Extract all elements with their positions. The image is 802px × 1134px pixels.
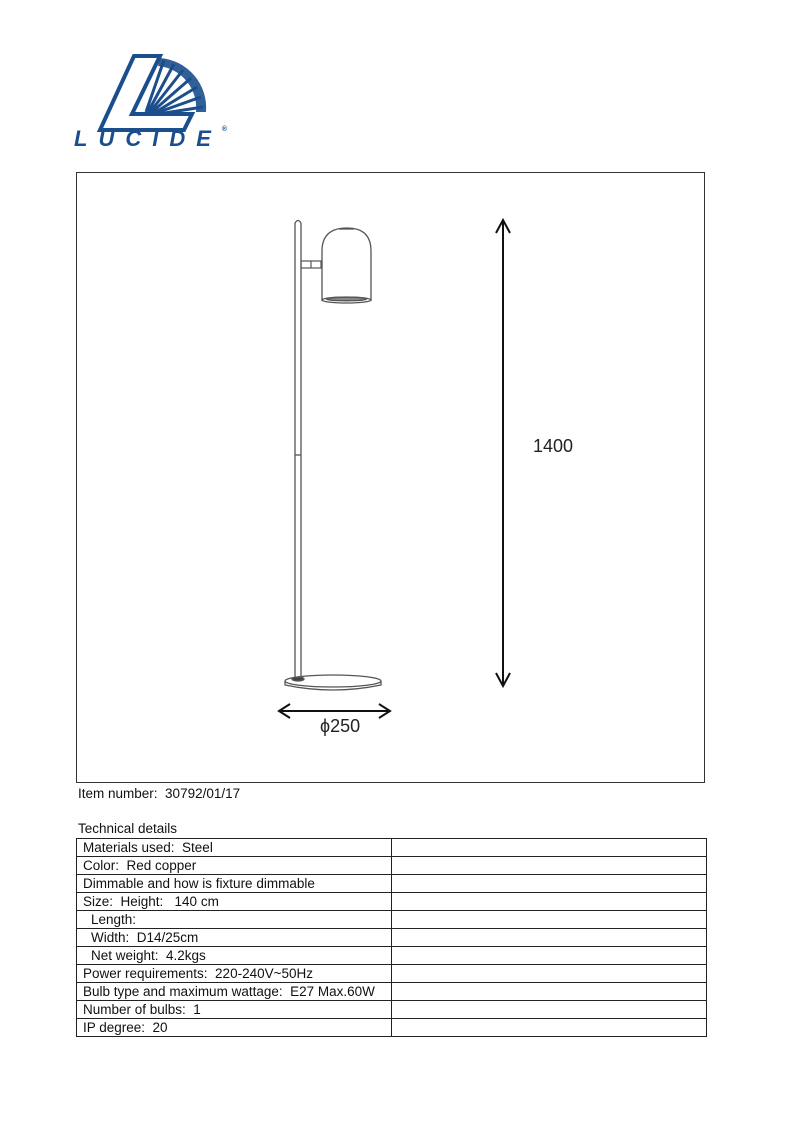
lamp-base (285, 675, 381, 690)
lamp-pole (295, 221, 301, 682)
spec-value (392, 857, 707, 875)
spec-label: Length: (77, 911, 392, 929)
table-row (77, 929, 707, 947)
spec-label: IP degree: 20 (77, 1019, 392, 1037)
spec-value (392, 947, 707, 965)
table-row (77, 875, 707, 893)
spec-value (392, 965, 707, 983)
spec-value (392, 839, 707, 857)
spec-label: Dimmable and how is fixture dimmable (77, 875, 392, 893)
spec-value (392, 929, 707, 947)
table-row (77, 893, 707, 911)
item-number (78, 786, 240, 801)
lamp-shade (322, 228, 371, 303)
spec-value (392, 911, 707, 929)
spec-value (392, 875, 707, 893)
table-row (77, 1019, 707, 1037)
spec-label: Number of bulbs: 1 (77, 1001, 392, 1019)
item-number-label: Item number: (78, 786, 158, 801)
technical-details-title: Technical details (78, 821, 178, 836)
table-row (77, 947, 707, 965)
table-row (77, 839, 707, 857)
table-row (77, 983, 707, 1001)
spec-label: Width: D14/25cm (77, 929, 392, 947)
technical-details-table (76, 838, 707, 1037)
spec-label: Power requirements: 220-240V~50Hz (77, 965, 392, 983)
spec-label: Materials used: Steel (77, 839, 392, 857)
diameter-dimension-label: ϕ250 (320, 716, 361, 736)
spec-value (392, 893, 707, 911)
spec-label: Color: Red copper (77, 857, 392, 875)
registered-mark: ® (221, 126, 228, 133)
brand-name: LUCIDE (74, 126, 222, 151)
spec-value (392, 1019, 707, 1037)
technical-drawing-frame (76, 172, 705, 783)
spec-value (392, 1001, 707, 1019)
table-row (77, 965, 707, 983)
table-row (77, 911, 707, 929)
table-row (77, 857, 707, 875)
floor-lamp-drawing (77, 173, 706, 784)
item-number-value: 30792/01/17 (165, 786, 241, 801)
table-row (77, 1001, 707, 1019)
lamp-arm (301, 261, 321, 268)
spec-label: Bulb type and maximum wattage: E27 Max.60W (77, 983, 392, 1001)
spec-value (392, 983, 707, 1001)
spec-label: Net weight: 4.2kgs (77, 947, 392, 965)
height-dimension-label: 1400 (533, 436, 574, 456)
spec-label: Size: Height: 140 cm (77, 893, 392, 911)
brand-wordmark (74, 126, 227, 152)
height-dimension-arrow (496, 220, 510, 686)
